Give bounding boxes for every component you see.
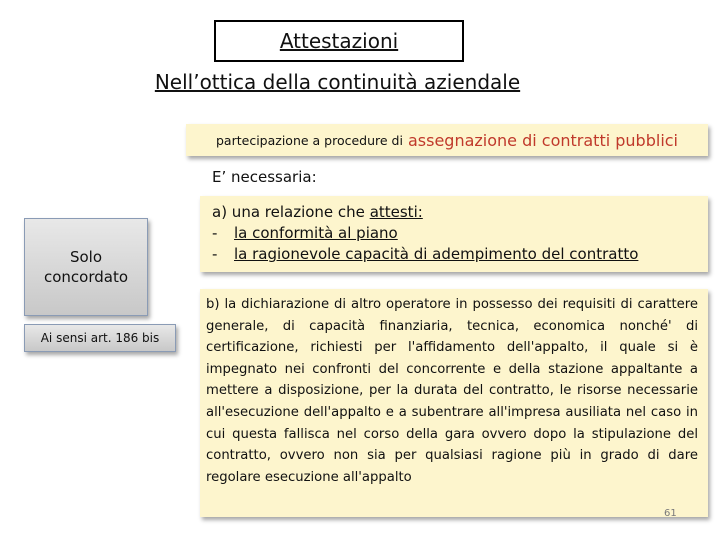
- section-a-item-text: la conformità al piano: [234, 224, 398, 242]
- section-a-intro-underlined: attesti:: [369, 203, 423, 221]
- participation-highlight: assegnazione di contratti pubblici: [407, 130, 678, 150]
- section-a-item: [212, 244, 708, 265]
- section-b-text: b) la dichiarazione di altro operatore in possesso dei requisiti di carattere generale, di capacità finanziaria, tecnica, economica nonché' di certificazione, richiesti per l'affidamento dell'appalto, il quale si è impegnato nei confronti del concorrente e della stazione appaltante a mettere a disposizione, per la durata del contratto, le risorse necessarie all'esecuzione dell'appalto e a subentrare all'impresa ausiliata nel caso in cui questa fallisca nel corso della gara ovvero dopo la stipulazione del contratto, ovvero non sia per qualsiasi ragione più in grado di dare regolare esecuzione all'appalto: [206, 297, 698, 485]
- section-a-item-text: la ragionevole capacità di adempimento del contratto: [234, 245, 639, 263]
- subtitle: Nell’ottica della continuità aziendale: [154, 70, 521, 94]
- article-reference: Ai sensi art. 186 bis: [40, 331, 160, 345]
- solo-concordato-box: [24, 218, 148, 316]
- section-a-item: [212, 223, 708, 244]
- necessaria-label: E’ necessaria:: [212, 168, 317, 186]
- title-box: [214, 20, 464, 62]
- section-b-box: [200, 289, 708, 517]
- solo-line-2: concordato: [43, 268, 129, 286]
- page-title: Attestazioni: [279, 29, 399, 53]
- section-a-box: [200, 196, 708, 272]
- section-a-intro-prefix: a) una relazione che: [212, 203, 370, 221]
- list-dash: -: [212, 245, 218, 263]
- participation-prefix: partecipazione a procedure di: [216, 132, 403, 148]
- solo-line-1: Solo: [69, 248, 103, 266]
- participation-box: [186, 124, 708, 156]
- article-reference-box: [24, 324, 176, 352]
- list-dash: -: [212, 224, 218, 242]
- page-number: 61: [664, 508, 677, 519]
- section-a-intro: [212, 202, 708, 223]
